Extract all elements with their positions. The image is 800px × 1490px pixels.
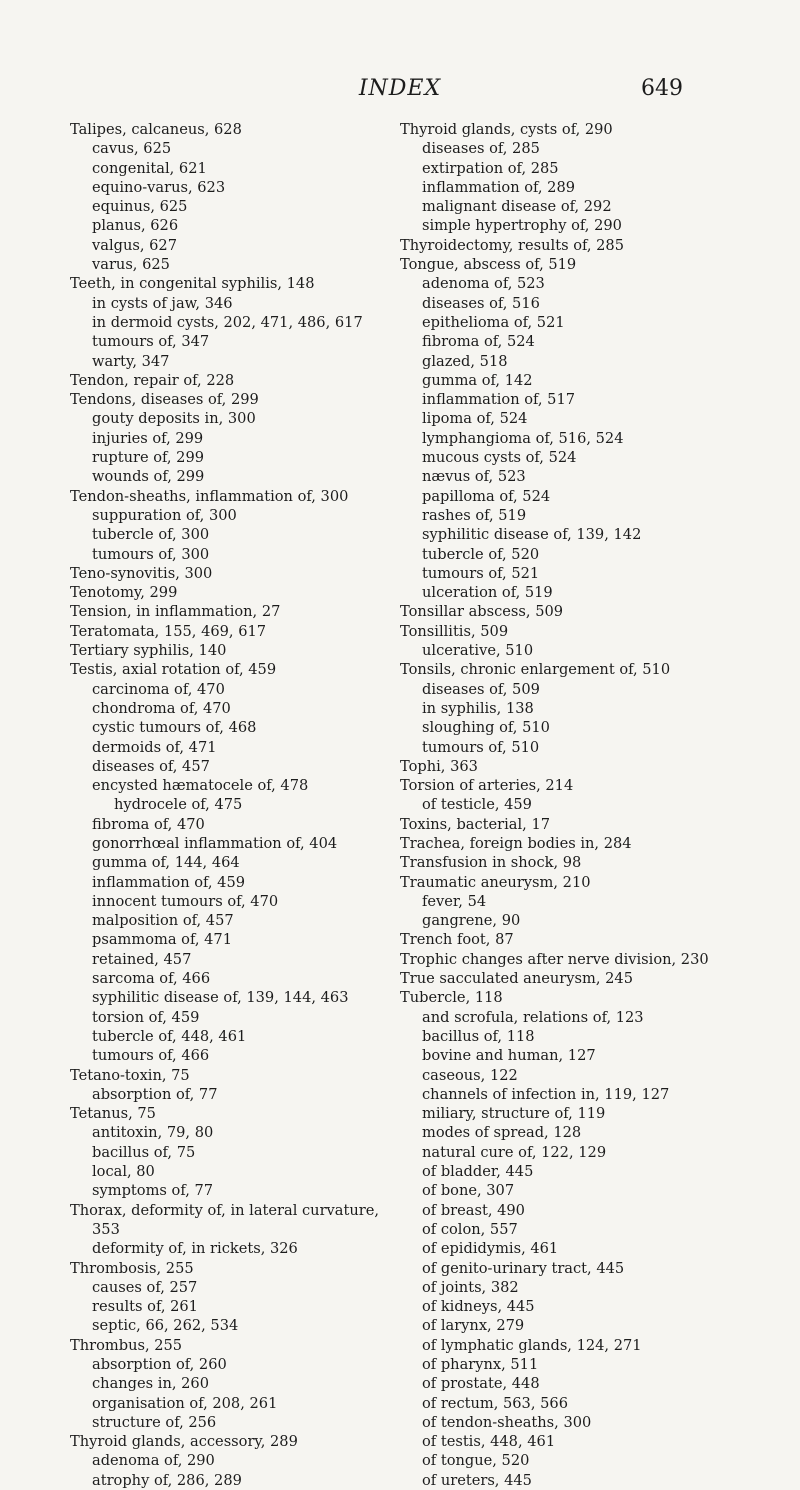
index-subentry: syphilitic disease of, 139, 142 — [422, 526, 642, 544]
index-subentry: causes of, 257 — [92, 1278, 198, 1296]
index-subentry: structure of, 256 — [92, 1413, 217, 1431]
index-entry: Teeth, in congenital syphilis, 148 — [70, 275, 315, 293]
index-subentry: suppuration of, 300 — [92, 506, 237, 524]
index-subentry: epithelioma of, 521 — [422, 313, 565, 331]
index-subentry: organisation of, 208, 261 — [92, 1394, 278, 1412]
index-subentry: carcinoma of, 470 — [92, 680, 225, 698]
index-subentry: equinus, 625 — [92, 198, 188, 216]
index-entry: Tubercle, 118 — [400, 989, 503, 1007]
index-subentry: adenoma of, 290 — [92, 1452, 215, 1470]
index-subentry: of ureters, 445 — [422, 1471, 532, 1489]
index-subentry: of colon, 557 — [422, 1220, 518, 1238]
index-entry: Trench foot, 87 — [400, 931, 514, 949]
index-subentry: gumma of, 144, 464 — [92, 854, 240, 872]
index-subentry: of tendon-sheaths, 300 — [422, 1413, 592, 1431]
index-entry: Thrombosis, 255 — [70, 1259, 194, 1277]
index-subentry: retained, 457 — [92, 950, 192, 968]
index-subentry: varus, 625 — [92, 256, 170, 274]
index-entry: Tetano-toxin, 75 — [70, 1066, 190, 1084]
index-subentry: of rectum, 563, 566 — [422, 1394, 568, 1412]
page-number: 649 — [641, 76, 683, 101]
index-entry: Teno-synovitis, 300 — [70, 564, 213, 582]
index-column-left — [70, 120, 395, 1490]
index-entry: Tension, in inflammation, 27 — [70, 603, 281, 621]
index-entry: Trachea, foreign bodies in, 284 — [400, 834, 632, 852]
index-entry: Tonsillitis, 509 — [400, 622, 509, 640]
index-column-right — [400, 120, 735, 1490]
index-entry: Thrombus, 255 — [70, 1336, 183, 1354]
index-entry: Torsion of arteries, 214 — [400, 777, 574, 795]
index-subentry: tumours of, 466 — [92, 1047, 210, 1065]
index-subentry: miliary, structure of, 119 — [422, 1105, 606, 1123]
index-subentry: of bone, 307 — [422, 1182, 515, 1200]
index-subentry: gouty deposits in, 300 — [92, 410, 256, 428]
index-subentry: extirpation of, 285 — [422, 159, 559, 177]
index-entry: Tertiary syphilis, 140 — [70, 642, 227, 660]
index-subentry: local, 80 — [92, 1163, 155, 1181]
index-subentry: cystic tumours of, 468 — [92, 719, 257, 737]
index-subentry: adenoma of, 523 — [422, 275, 545, 293]
index-subentry: equino-varus, 623 — [92, 178, 226, 196]
index-entry: Thyroid glands, accessory, 289 — [70, 1433, 298, 1451]
index-subentry: diseases of, 457 — [92, 757, 210, 775]
index-subentry: mucous cysts of, 524 — [422, 449, 577, 467]
index-entry: Thyroidectomy, results of, 285 — [400, 236, 624, 254]
index-subentry: in cysts of jaw, 346 — [92, 294, 233, 312]
index-subentry: of tongue, 520 — [422, 1452, 530, 1470]
index-subentry: changes in, 260 — [92, 1375, 209, 1393]
index-entry: Transfusion in shock, 98 — [400, 854, 582, 872]
index-subentry: lymphangioma of, 516, 524 — [422, 429, 624, 447]
index-subentry: innocent tumours of, 470 — [92, 892, 279, 910]
index-subentry: malposition of, 457 — [92, 912, 234, 930]
index-subentry: dermoids of, 471 — [92, 738, 217, 756]
index-subentry: and scrofula, relations of, 123 — [422, 1008, 644, 1026]
index-entry: Tophi, 363 — [400, 757, 478, 775]
index-subentry: of bladder, 445 — [422, 1163, 534, 1181]
index-subentry: fibroma of, 524 — [422, 333, 535, 351]
index-subentry: tubercle of, 300 — [92, 526, 210, 544]
index-subentry: absorption of, 77 — [92, 1085, 218, 1103]
index-entry: Thyroid glands, cysts of, 290 — [400, 121, 613, 138]
index-subentry: planus, 626 — [92, 217, 179, 235]
index-subentry: fever, 54 — [422, 892, 487, 910]
index-subentry: rupture of, 299 — [92, 449, 205, 467]
index-subentry: atrophy of, 286, 289 — [92, 1471, 242, 1489]
index-subentry: bacillus of, 118 — [422, 1027, 535, 1045]
index-subentry: 353 — [92, 1220, 120, 1238]
index-subentry: malignant disease of, 292 — [422, 198, 612, 216]
index-subentry: symptoms of, 77 — [92, 1182, 214, 1200]
index-entry: Tongue, abscess of, 519 — [400, 256, 577, 274]
index-entry: Trophic changes after nerve division, 230 — [400, 950, 709, 968]
index-subentry: tubercle of, 520 — [422, 545, 540, 563]
index-subentry: of kidneys, 445 — [422, 1298, 535, 1316]
index-entry: Toxins, bacterial, 17 — [400, 815, 551, 833]
index-entry: True sacculated aneurysm, 245 — [400, 970, 633, 988]
index-subentry: diseases of, 509 — [422, 680, 540, 698]
index-subentry: glazed, 518 — [422, 352, 508, 370]
index-entry: Thorax, deformity of, in lateral curvature, — [70, 1201, 380, 1219]
index-subentry: of epididymis, 461 — [422, 1240, 559, 1258]
index-entry: Tendon-sheaths, inflammation of, 300 — [70, 487, 349, 505]
index-subentry: of testicle, 459 — [422, 796, 532, 814]
index-subentry: results of, 261 — [92, 1298, 198, 1316]
index-subentry: gangrene, 90 — [422, 912, 521, 930]
index-subentry: inflammation of, 459 — [92, 873, 246, 891]
index-entry: Testis, axial rotation of, 459 — [70, 661, 277, 679]
index-subentry: ulceration of, 519 — [422, 584, 553, 602]
index-entry: Tetanus, 75 — [70, 1105, 156, 1123]
index-subentry: syphilitic disease of, 139, 144, 463 — [92, 989, 349, 1007]
index-entry: Tendon, repair of, 228 — [70, 371, 235, 389]
index-subentry: of pharynx, 511 — [422, 1356, 539, 1373]
index-subentry: valgus, 627 — [92, 236, 177, 254]
index-subentry: in syphilis, 138 — [422, 699, 534, 717]
index-subentry: of joints, 382 — [422, 1278, 519, 1296]
index-subentry: ulcerative, 510 — [422, 642, 534, 660]
index-subentry: gumma of, 142 — [422, 371, 533, 389]
index-subentry: rashes of, 519 — [422, 506, 527, 524]
index-subentry: caseous, 122 — [422, 1066, 518, 1084]
index-subentry: channels of infection in, 119, 127 — [422, 1085, 670, 1103]
index-subentry: tumours of, 300 — [92, 545, 210, 563]
index-entry: Tonsillar abscess, 509 — [400, 603, 564, 621]
index-subentry: bacillus of, 75 — [92, 1143, 196, 1161]
index-entry: Tenotomy, 299 — [70, 584, 178, 602]
index-subentry: tumours of, 347 — [92, 333, 210, 351]
index-subentry: septic, 66, 262, 534 — [92, 1317, 239, 1335]
index-subentry: congenital, 621 — [92, 159, 207, 177]
page-title: INDEX — [358, 76, 442, 101]
index-subentry: of lymphatic glands, 124, 271 — [422, 1336, 642, 1354]
index-subentry: modes of spread, 128 — [422, 1124, 582, 1142]
index-subentry: diseases of, 285 — [422, 140, 540, 158]
index-subentry: wounds of, 299 — [92, 468, 205, 486]
index-subentry: hydrocele of, 475 — [114, 796, 243, 814]
index-subentry: tumours of, 521 — [422, 564, 540, 582]
index-subentry: inflammation of, 517 — [422, 391, 576, 409]
index-subentry: of breast, 490 — [422, 1201, 525, 1219]
index-subentry: tumours of, 510 — [422, 738, 540, 756]
index-subentry: lipoma of, 524 — [422, 410, 528, 428]
index-subentry: tubercle of, 448, 461 — [92, 1027, 247, 1045]
index-subentry: encysted hæmatocele of, 478 — [92, 777, 309, 795]
index-subentry: of genito-urinary tract, 445 — [422, 1259, 625, 1277]
index-subentry: inflammation of, 289 — [422, 178, 576, 196]
index-subentry: papilloma of, 524 — [422, 487, 551, 505]
index-subentry: simple hypertrophy of, 290 — [422, 217, 622, 235]
index-entry: Talipes, calcaneus, 628 — [70, 121, 242, 138]
index-subentry: antitoxin, 79, 80 — [92, 1124, 214, 1142]
index-subentry: deformity of, in rickets, 326 — [92, 1240, 298, 1258]
index-subentry: in dermoid cysts, 202, 471, 486, 617 — [92, 313, 363, 331]
index-subentry: of larynx, 279 — [422, 1317, 525, 1335]
index-subentry: sloughing of, 510 — [422, 719, 550, 737]
index-subentry: absorption of, 260 — [92, 1356, 227, 1373]
index-subentry: sarcoma of, 466 — [92, 970, 211, 988]
index-subentry: warty, 347 — [92, 352, 170, 370]
index-subentry: bovine and human, 127 — [422, 1047, 596, 1065]
index-subentry: torsion of, 459 — [92, 1008, 200, 1026]
index-entry: Tendons, diseases of, 299 — [70, 391, 259, 409]
page-header — [0, 76, 800, 106]
index-subentry: cavus, 625 — [92, 140, 172, 158]
index-subentry: gonorrhœal inflammation of, 404 — [92, 834, 338, 852]
index-subentry: nævus of, 523 — [422, 468, 526, 486]
index-subentry: psammoma of, 471 — [92, 931, 232, 949]
index-subentry: injuries of, 299 — [92, 429, 204, 447]
index-subentry: of testis, 448, 461 — [422, 1433, 556, 1451]
index-entry: Tonsils, chronic enlargement of, 510 — [400, 661, 671, 679]
index-subentry: of prostate, 448 — [422, 1375, 540, 1393]
index-subentry: natural cure of, 122, 129 — [422, 1143, 607, 1161]
index-subentry: diseases of, 516 — [422, 294, 540, 312]
index-subentry: fibroma of, 470 — [92, 815, 205, 833]
index-entry: Teratomata, 155, 469, 617 — [70, 622, 267, 640]
index-entry: Traumatic aneurysm, 210 — [400, 873, 591, 891]
index-subentry: chondroma of, 470 — [92, 699, 231, 717]
